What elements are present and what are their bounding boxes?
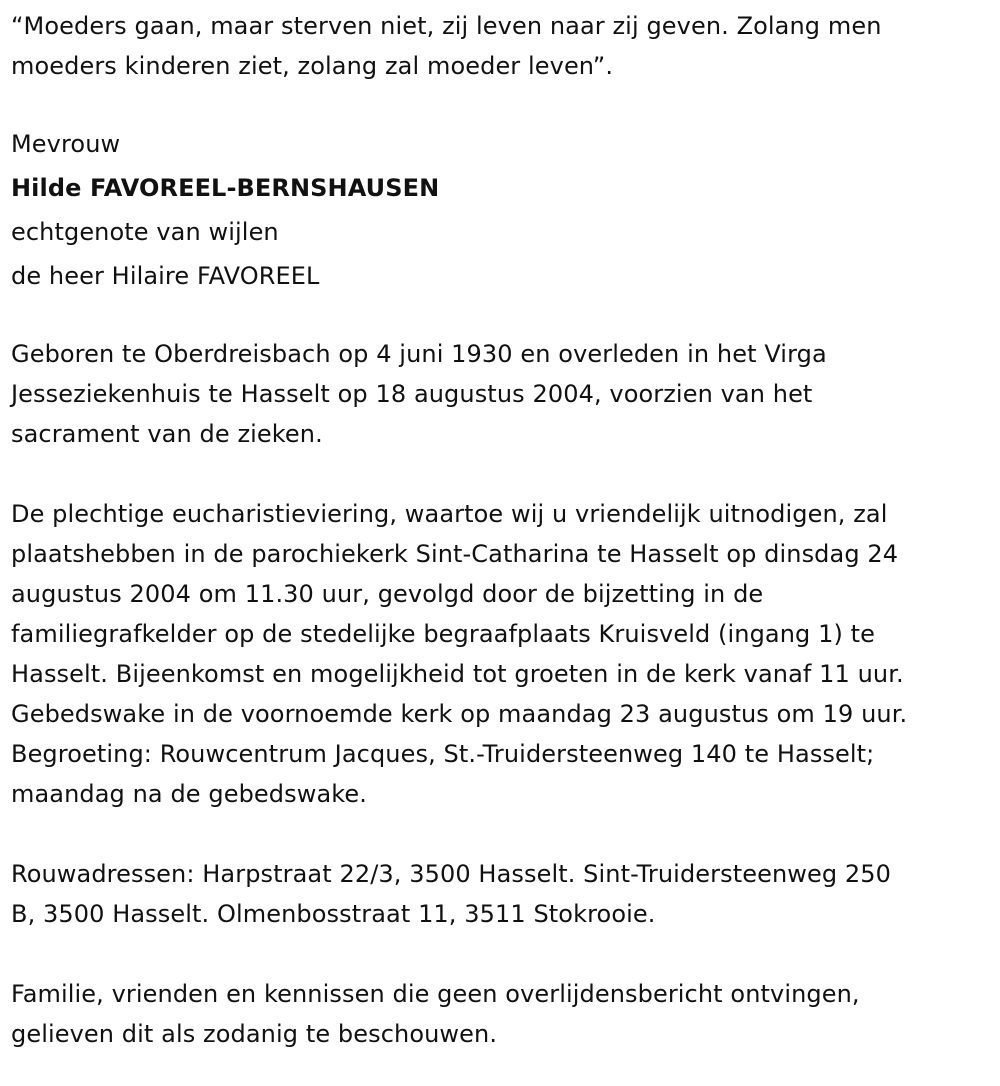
deceased-name: Hilde FAVOREEL-BERNSHAUSEN [11, 174, 440, 202]
paragraph-line: maandag na de gebedswake. [11, 780, 367, 808]
paragraph-line: B, 3500 Hasselt. Olmenbosstraat 11, 3511 Stokrooie. [11, 900, 656, 928]
quote-line: “Moeders gaan, maar sterven niet, zij leven naar zij geven. Zolang men [11, 12, 882, 40]
paragraph-line: augustus 2004 om 11.30 uur, gevolgd door de bijzetting in de [11, 580, 764, 608]
closing-paragraph [11, 974, 991, 1054]
spouse-name: de heer Hilaire FAVOREEL [11, 262, 320, 290]
salutation: Mevrouw [11, 130, 121, 158]
paragraph-line: Jesseziekenhuis te Hasselt op 18 augustus 2004, voorzien van het [11, 380, 813, 408]
birth-death-paragraph [11, 334, 991, 454]
paragraph-spacer [11, 454, 991, 494]
paragraph-line: Rouwadressen: Harpstraat 22/3, 3500 Hasselt. Sint-Truidersteenweg 250 [11, 860, 892, 888]
quote-line: moeders kinderen ziet, zolang zal moeder leven”. [11, 52, 614, 80]
paragraph-line: plaatshebben in de parochiekerk Sint-Catharina te Hasselt op dinsdag 24 [11, 540, 899, 568]
ceremony-paragraph [11, 494, 991, 814]
paragraph-spacer [11, 934, 991, 974]
paragraph-spacer [11, 296, 991, 334]
paragraph-line: familiegrafkelder op de stedelijke begraafplaats Kruisveld (ingang 1) te [11, 620, 876, 648]
addresses-paragraph [11, 854, 991, 934]
relation-text: echtgenote van wijlen [11, 218, 279, 246]
paragraph-line: sacrament van de zieken. [11, 420, 323, 448]
paragraph-spacer [11, 814, 991, 854]
paragraph-line: De plechtige eucharistieviering, waartoe wij u vriendelijk uitnodigen, zal [11, 500, 888, 528]
paragraph-line: Geboren te Oberdreisbach op 4 juni 1930 en overleden in het Virga [11, 340, 827, 368]
memorial-quote [11, 6, 991, 86]
paragraph-line: Familie, vrienden en kennissen die geen overlijdensbericht ontvingen, [11, 980, 860, 1008]
paragraph-line: gelieven dit als zodanig te beschouwen. [11, 1020, 498, 1048]
obituary-document [11, 6, 991, 1054]
deceased-identity [11, 124, 991, 296]
paragraph-line: Begroeting: Rouwcentrum Jacques, St.-Truidersteenweg 140 te Hasselt; [11, 740, 875, 768]
paragraph-line: Hasselt. Bijeenkomst en mogelijkheid tot groeten in de kerk vanaf 11 uur. [11, 660, 904, 688]
paragraph-line: Gebedswake in de voornoemde kerk op maandag 23 augustus om 19 uur. [11, 700, 908, 728]
